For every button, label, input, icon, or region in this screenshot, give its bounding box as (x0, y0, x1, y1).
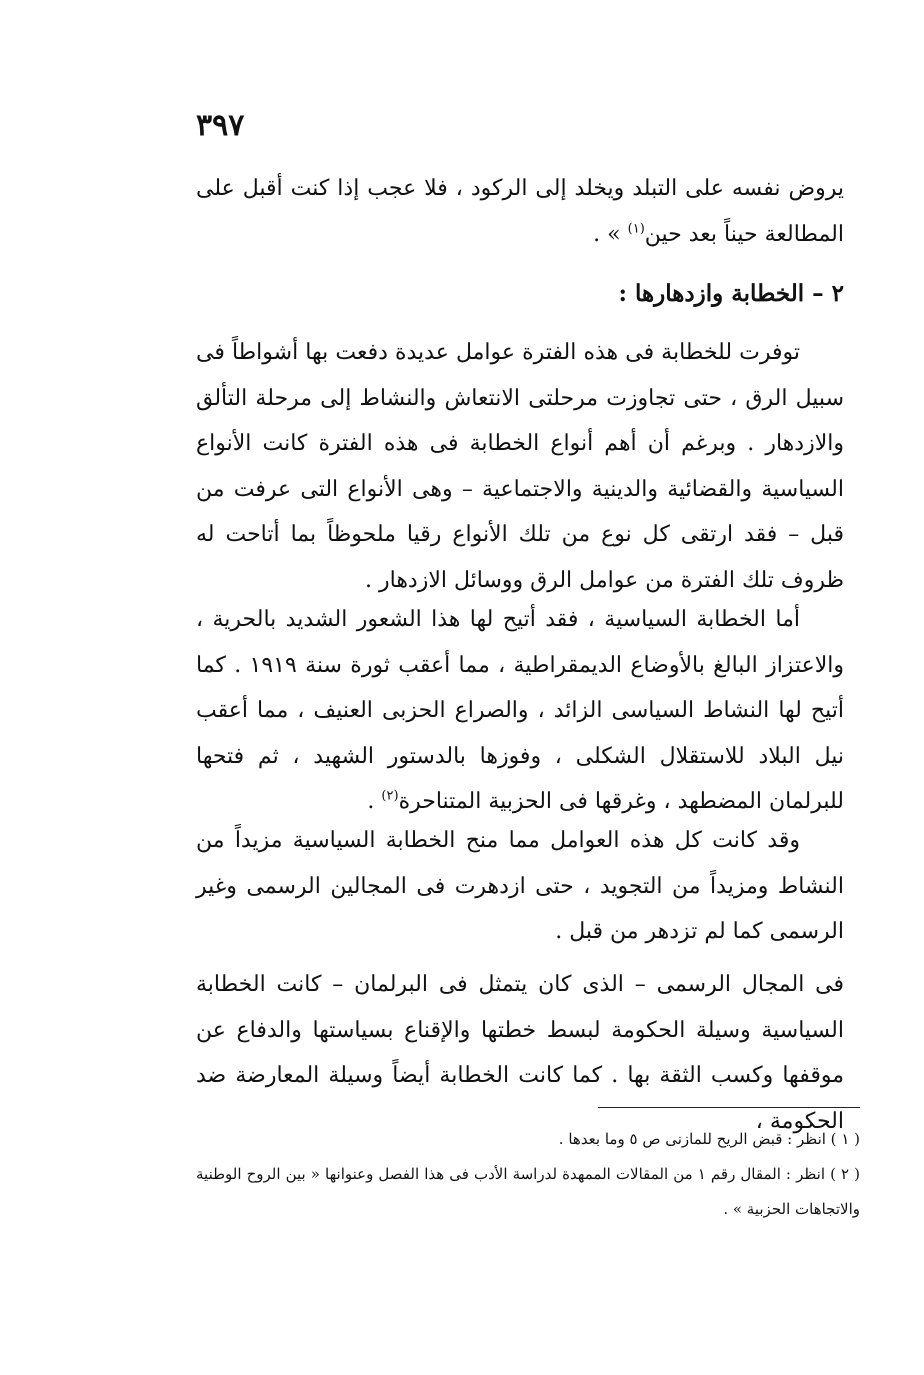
paragraph-2 (196, 597, 844, 825)
paragraph-2-text: أما الخطابة السياسية ، فقد أتيح لها هذا الشعور الشديد بالحرية ، والاعتزاز البالغ بالأوضاع الديمقراطية ، مما أعقب ثورة سنة ١٩١٩ . كما أتيح لها النشاط السياسى الزائد ، والصراع الحزبى العنيف ، مما أعقب نيل البلاد للاستقلال الشكلى ، وفوزها بالدستور الشهيد ، ثم فتحها للبرلمان المضطهد ، وغرقها فى الحزبية المتناحرة (196, 607, 844, 814)
page-number: ٣٩٧ (196, 108, 245, 143)
footnote-ref-2: (٢) (381, 788, 399, 804)
continued-paragraph-text: يروض نفسه على التبلد ويخلد إلى الركود ، فلا عجب إذا كنت أقبل على المطالعة حيناً بعد حين (196, 176, 844, 247)
footnotes (196, 1122, 860, 1227)
paragraph-1-text: توفرت للخطابة فى هذه الفترة عوامل عديدة دفعت بها أشواطاً فى سبيل الرق ، حتى تجاوزت مرحلتى الانتعاش والنشاط إلى مرحلة التألق والازدهار . وبرغم أن أهم أنواع الخطابة فى هذه الفترة كانت الأنواع السياسية والقضائية والدينية والاجتماعية – وهى الأنواع التى عرفت من قبل – فقد ارتقى كل نوع من تلك الأنواع رقيا ملحوظاً بما أتاحت له ظروف تلك الفترة من عوامل الرق ووسائل الازدهار . (196, 340, 844, 593)
paragraph-3-text: وقد كانت كل هذه العوامل مما منح الخطابة السياسية مزيداً من النشاط ومزيداً من التجويد ، حتى ازدهرت فى المجالين الرسمى وغير الرسمى كما لم تزدهر من قبل . (196, 828, 844, 944)
footnote-1: ( ١ ) انظر : قبض الريح للمازنى ص ٥ وما بعدها . (558, 1130, 860, 1148)
paragraph-4 (196, 962, 844, 1144)
footnote-divider (598, 1107, 860, 1108)
paragraph-2-ending: . (367, 789, 382, 814)
footnote-ref-1: (١) (627, 221, 645, 237)
continued-paragraph-ending: » . (593, 221, 628, 247)
paragraph-1 (196, 330, 844, 603)
continued-paragraph (196, 166, 844, 257)
section-heading: ٢ – الخطابة وازدهارها : (618, 280, 844, 307)
paragraph-4-text: فى المجال الرسمى – الذى كان يتمثل فى البرلمان – كانت الخطابة السياسية وسيلة الحكومة لبسط خطتها والإقناع بسياستها والدفاع عن موقفها وكسب الثقة بها . كما كانت الخطابة أيضاً وسيلة المعارضة ضد الحكومة ، (196, 972, 844, 1134)
footnote-2: ( ٢ ) انظر : المقال رقم ١ من المقالات الممهدة لدراسة الأدب فى هذا الفصل وعنوانها « بين الروح الوطنية والاتجاهات الحزبية » . (196, 1165, 860, 1218)
paragraph-3 (196, 818, 844, 955)
